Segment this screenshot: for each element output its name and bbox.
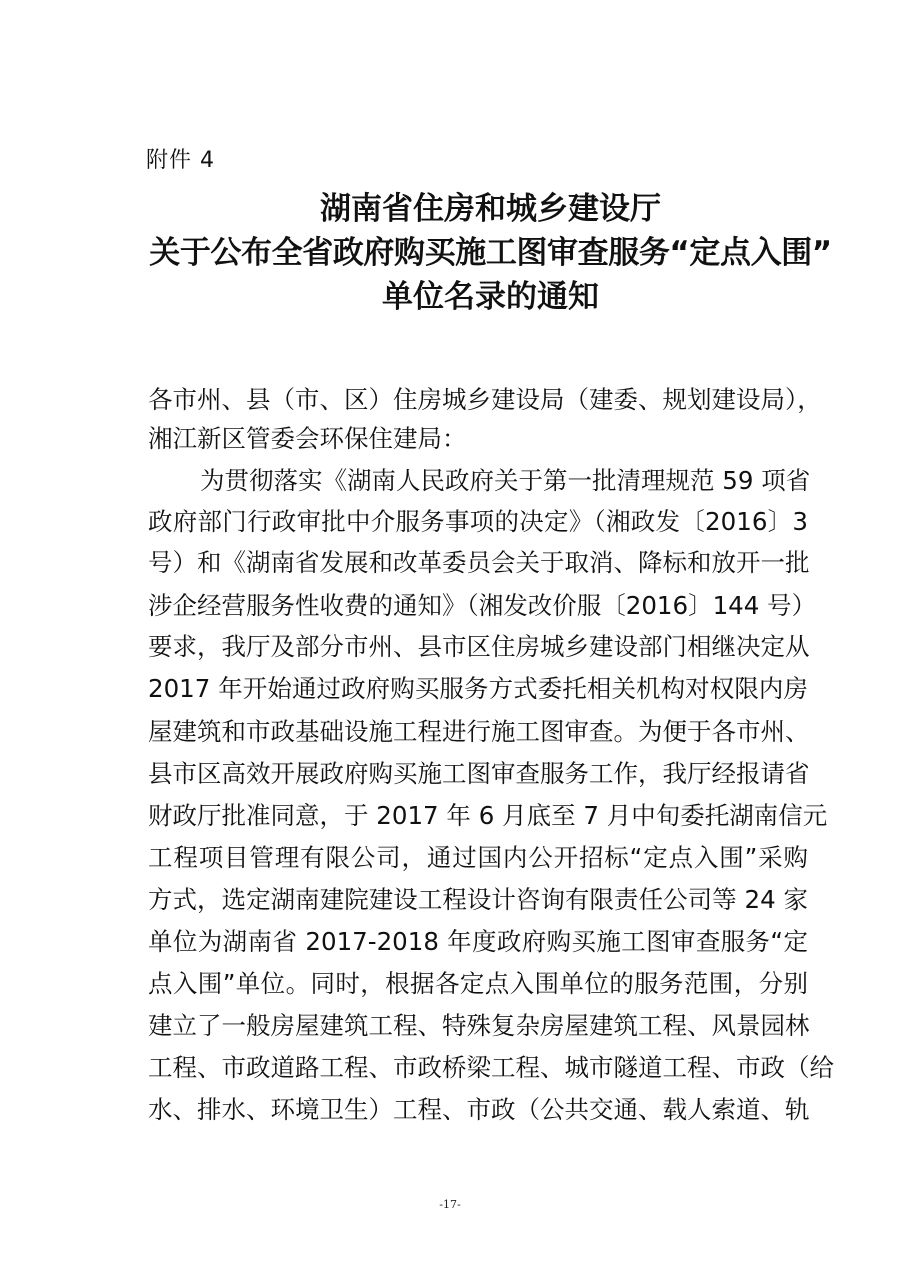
- document-title-line-1: 湖南省住房和城乡建设厅: [320, 191, 661, 227]
- body-line-12: 单位为湖南省 2017-2018 年度政府购买施工图审查服务“定: [148, 927, 808, 956]
- addressee-line-1: 各市州、县（市、区）住房城乡建设局（建委、规划建设局），: [148, 385, 822, 414]
- document-title-line-3: 单位名录的通知: [382, 279, 599, 315]
- body-line-14: 建立了一般房屋建筑工程、特殊复杂房屋建筑工程、风景园林: [148, 1011, 810, 1040]
- body-line-3: 号）和《湖南省发展和改革委员会关于取消、降标和放开一批: [148, 548, 810, 577]
- body-line-7: 屋建筑和市政基础设施工程进行施工图审查。为便于各市州、: [148, 717, 810, 746]
- body-line-13: 点入围”单位。同时，根据各定点入围单位的服务范围，分别: [148, 969, 808, 998]
- body-line-11: 方式，选定湖南建院建设工程设计咨询有限责任公司等 24 家: [148, 885, 808, 914]
- body-line-2: 政府部门行政审批中介服务事项的决定》（湘政发〔2016〕3: [148, 507, 808, 536]
- body-line-6: 2017 年开始通过政府购买服务方式委托相关机构对权限内房: [148, 674, 808, 703]
- body-line-15: 工程、市政道路工程、市政桥梁工程、城市隧道工程、市政（给: [148, 1053, 834, 1082]
- body-line-8: 县市区高效开展政府购买施工图审查服务工作，我厅经报请省: [148, 759, 810, 788]
- document-title-line-2: 关于公布全省政府购买施工图审查服务“定点入围”: [149, 235, 832, 271]
- body-line-10: 工程项目管理有限公司，通过国内公开招标“定点入围”采购: [148, 843, 808, 872]
- body-line-9: 财政厅批准同意，于 2017 年 6 月底至 7 月中旬委托湖南信元: [148, 801, 828, 830]
- attachment-label: 附件 4: [146, 148, 215, 173]
- addressee-line-2: 湘江新区管委会环保住建局：: [148, 424, 467, 453]
- body-line-16: 水、排水、环境卫生）工程、市政（公共交通、载人索道、轨: [148, 1095, 810, 1124]
- page-number: -17-: [439, 1198, 461, 1211]
- body-line-5: 要求，我厅及部分市州、县市区住房城乡建设部门相继决定从: [148, 632, 810, 661]
- body-line-1: 为贯彻落实《湖南人民政府关于第一批清理规范 59 项省: [200, 466, 811, 495]
- body-line-4: 涉企经营服务性收费的通知》（湘发改价服〔2016〕144 号）: [148, 591, 817, 620]
